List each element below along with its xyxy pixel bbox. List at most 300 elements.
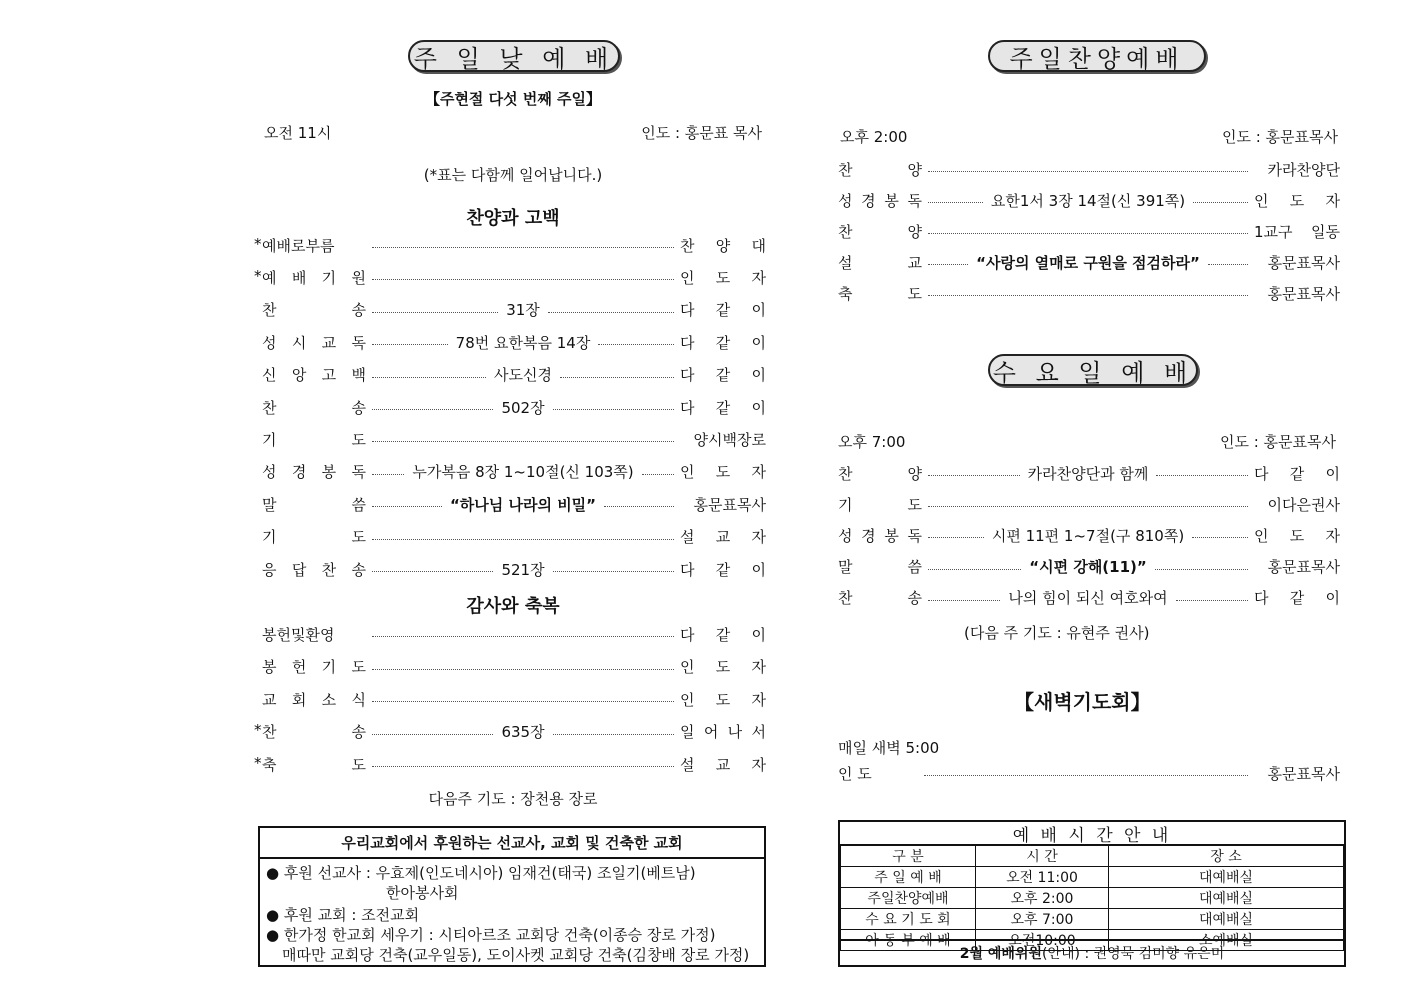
label-char: 양 (907, 464, 922, 483)
program-item-label (262, 429, 366, 450)
program-row (254, 721, 766, 743)
leader-dots (372, 473, 404, 475)
label-char: 도 (907, 495, 922, 514)
program-item-label (838, 587, 922, 608)
leader-dots (372, 668, 674, 670)
standing-star: * (254, 753, 262, 772)
program-item-label (262, 656, 366, 677)
label-char: 원 (351, 268, 366, 287)
label-char: 경 (291, 463, 307, 482)
performer-char: 자 (1325, 191, 1340, 210)
program-item-detail: 시편 11편 1~7절(구 810쪽) (991, 526, 1185, 545)
leader-dots (372, 570, 493, 572)
program-item-label (262, 559, 366, 580)
label-char: 찬 (838, 222, 853, 241)
performer-char: 자 (751, 268, 766, 287)
program-row (262, 623, 766, 645)
leader-dots (1156, 474, 1248, 476)
label-char: 봉 (262, 658, 277, 677)
dawn-performer: 홍문표목사 (1267, 764, 1340, 783)
dawn-label (838, 763, 918, 784)
program-row (262, 688, 766, 710)
mission-line-churches: ● 후원 교회 : 조전교회 (266, 906, 420, 924)
performer-char: 자 (1325, 526, 1341, 545)
program-item-label (838, 525, 922, 546)
performer-char: 자 (751, 755, 766, 774)
leader-dots (548, 311, 674, 313)
program-row (838, 587, 1340, 609)
program-item-performer: 카라찬양단 (1267, 160, 1340, 179)
program-row (838, 189, 1340, 211)
performer-char: 인 (680, 690, 695, 709)
schedule-cell: 소예배실 (1109, 930, 1344, 951)
program-item-detail: 사도신경 (494, 366, 552, 385)
performer-char: 도 (715, 268, 731, 287)
program-row (262, 461, 766, 483)
program-row (838, 158, 1340, 180)
standing-note: (*표는 다함께 일어납니다.) (423, 166, 603, 184)
performer-char: 이 (751, 301, 767, 320)
leader-dots (553, 733, 674, 735)
next-week-prayer: 다음주 기도 : 장천용 장로 (428, 790, 598, 808)
label-char: 헌 (291, 658, 307, 677)
program-item-detail: 635장 (501, 723, 545, 742)
schedule-cell: 주 일 예 배 (841, 867, 976, 888)
leader-dots (553, 408, 674, 410)
label-char: 씀 (351, 495, 366, 514)
program-item-detail: 누가복음 8장 1~10절(신 103쪽) (412, 463, 634, 482)
label-char: 성 (838, 526, 853, 545)
leader-dots (928, 568, 1021, 570)
leader-dots (1193, 201, 1248, 203)
schedule-cell: 오후 7:00 (976, 909, 1109, 930)
worship-committee (840, 939, 1344, 965)
program-item-performer (680, 624, 766, 645)
program-item-label (838, 494, 922, 515)
program-item-label (262, 689, 366, 710)
performer-char: 같 (1289, 464, 1305, 483)
label-char: 설 (838, 253, 853, 272)
label-char: 백 (351, 366, 366, 385)
program-item-performer (680, 721, 766, 742)
performer-char: 이 (751, 560, 766, 579)
leader-dots (1176, 599, 1248, 601)
program-item-performer (680, 364, 766, 385)
label-char: 찬 (262, 723, 277, 742)
program-item-performer: 홍문표목사 (1267, 558, 1341, 577)
performer-char: 도 (715, 658, 731, 677)
program-row (838, 462, 1340, 484)
dawn-prayer-time: 매일 새벽 5:00 (838, 739, 940, 757)
schedule-cell: 대예배실 (1109, 909, 1344, 930)
leader-dots (372, 700, 674, 702)
performer-char: 다 (1254, 464, 1269, 483)
program-item-label (262, 299, 366, 320)
program-item-detail: 521장 (501, 560, 545, 579)
leader-dots (372, 765, 674, 767)
label-char: 축 (838, 284, 853, 303)
performer-char: 일 (680, 723, 695, 742)
leader-dots (372, 376, 486, 378)
program-item-performer (1254, 525, 1340, 546)
label-char: 봉헌및환영 (262, 625, 335, 644)
label-char: 찬 (321, 560, 337, 579)
leader-dots (372, 538, 674, 540)
leader-dots (928, 201, 983, 203)
program-item-label (838, 252, 922, 273)
performer-char: 도 (1289, 526, 1305, 545)
program-item-label (838, 190, 922, 211)
leader-dots (372, 343, 448, 345)
program-item-label (254, 266, 366, 288)
program-item-detail: 502장 (501, 398, 545, 417)
program-item-detail: “시편 강해(11)” (1029, 558, 1147, 577)
leader-dots (928, 170, 1248, 172)
label-char: 성 (262, 333, 277, 352)
leader-dots (553, 570, 674, 572)
label-char: 독 (907, 526, 922, 545)
program-item-label (838, 463, 922, 484)
label-char: 양 (907, 160, 922, 179)
program-row (838, 282, 1340, 304)
label-char: 송 (351, 560, 366, 579)
label-char: 말 (262, 495, 277, 514)
performer-char: 교 (715, 755, 731, 774)
wednesday-next-prayer: (다음 주 기도 : 유현주 권사) (964, 624, 1150, 642)
program-row (838, 493, 1340, 515)
mission-header: 우리교회에서 후원하는 선교사, 교회 및 건축한 교회 (260, 828, 764, 859)
program-row (262, 656, 766, 678)
label-char: 기 (321, 268, 337, 287)
label-char: 신 (262, 366, 277, 385)
label-char: 소 (321, 690, 337, 709)
program-row (262, 396, 766, 418)
schedule-cell: 주일찬양예배 (841, 888, 976, 909)
label-char: 회 (291, 690, 307, 709)
performer-char: 설 (680, 528, 695, 547)
schedule-header-cell: 구 분 (841, 846, 976, 867)
leader-dots (560, 376, 674, 378)
program-item-performer (680, 689, 766, 710)
program-item-label (254, 753, 366, 775)
performer-char: 다 (680, 333, 695, 352)
label-char: 독 (351, 333, 366, 352)
label-char: 독 (351, 463, 366, 482)
program-item-detail: “사랑의 열매로 구원을 점검하라” (976, 253, 1200, 272)
performer-char: 이 (751, 398, 766, 417)
performer-char: 자 (751, 528, 766, 547)
program-row (838, 556, 1340, 578)
leader-dots (642, 473, 674, 475)
performer-char: 같 (1289, 589, 1305, 608)
performer-char: 다 (680, 398, 695, 417)
section-praise-confession: 찬양과 고백 (466, 208, 560, 229)
leader-dots (372, 246, 674, 248)
performer-char: 도 (715, 463, 731, 482)
program-item-label (262, 494, 366, 515)
label-char: 양 (907, 222, 922, 241)
standing-star: * (254, 266, 262, 285)
committee-month: 2월 예배위원 (959, 946, 1043, 962)
leader-dots (928, 536, 984, 538)
performer-char: 이 (751, 625, 766, 644)
program-item-label (262, 461, 366, 482)
sunday-worship-title: 주 일 낮 예 배 (408, 40, 620, 72)
leader-dots (928, 505, 1248, 507)
standing-star: * (254, 234, 262, 253)
performer-char: 일동 (1311, 222, 1340, 241)
leader-dots (928, 599, 1000, 601)
program-row (262, 331, 766, 353)
performer-char: 서 (751, 723, 766, 742)
program-item-label (262, 624, 366, 645)
label-char: 찬 (838, 160, 853, 179)
label-char: 송 (351, 723, 366, 742)
program-row (254, 234, 766, 256)
leader-dots (928, 294, 1248, 296)
leader-dots (372, 505, 442, 507)
label-char: 도 (351, 430, 366, 449)
sunday-worship-leader: 인도 : 홍문표 목사 (641, 124, 762, 142)
label-char: 예배로부름 (262, 236, 335, 255)
leader-dots (598, 343, 674, 345)
mission-line-buildings-cont: 매따만 교회당 건축(교우일동), 도이사켓 교회당 건축(김창배 장로 가정) (282, 946, 750, 964)
performer-char: 어 (703, 723, 719, 742)
service-schedule-box (838, 820, 1346, 967)
performer-char: 다 (680, 625, 695, 644)
sunday-praise-worship-title: 주일찬양예배 (988, 40, 1206, 72)
program-row (262, 558, 766, 580)
label-char: 씀 (907, 558, 922, 577)
label-char: 봉 (321, 463, 337, 482)
leader-dots (372, 278, 674, 280)
leader-dots (928, 263, 968, 265)
program-item-label (262, 397, 366, 418)
program-item-detail: 78번 요한복음 14장 (455, 333, 591, 352)
label-char: 교 (907, 253, 922, 272)
label-char: 앙 (291, 366, 307, 385)
performer-char: 자 (751, 658, 766, 677)
leader-dots (372, 635, 674, 637)
schedule-cell: 오전 11:00 (976, 867, 1109, 888)
schedule-cell: 아 동 부 예 배 (841, 930, 976, 951)
label-char: 경 (861, 191, 876, 210)
schedule-cell: 수 요 기 도 회 (841, 909, 976, 930)
label-char: 독 (907, 191, 922, 210)
dawn-prayer-title: 【새벽기도회】 (1014, 690, 1151, 714)
label-char: 기 (321, 658, 337, 677)
label-char: 성 (262, 463, 277, 482)
label-char: 찬 (838, 464, 853, 483)
program-item-label (262, 364, 366, 385)
performer-char: 인 (1254, 526, 1269, 545)
leader-dots (372, 733, 493, 735)
label-char: 기 (262, 528, 277, 547)
sunday-worship-time: 오전 11시 (264, 124, 332, 142)
program-item-performer (680, 461, 766, 482)
label-char: 도 (907, 284, 922, 303)
committee-members: (안내) : 권영묵 김미향 유은미 (1042, 946, 1225, 962)
program-item-label (838, 221, 922, 242)
leader-dots (604, 505, 674, 507)
performer-char: 나 (727, 723, 743, 742)
program-row (838, 524, 1340, 546)
sunday-worship-subtitle: 【주현절 다섯 번째 주일】 (424, 90, 602, 108)
label-char: 예 (262, 268, 277, 287)
leader-dots (372, 440, 674, 442)
schedule-cell: 오후 2:00 (976, 888, 1109, 909)
label-char: 도 (351, 528, 366, 547)
program-item-performer (1254, 221, 1340, 242)
label-char: 찬 (262, 301, 277, 320)
performer-char: 도 (715, 690, 731, 709)
wednesday-worship-leader: 인도 : 홍문표목사 (1219, 433, 1336, 451)
label-char: 답 (291, 560, 307, 579)
dawn-prayer-leader-row (838, 762, 1340, 784)
mission-line-buildings: ● 한가정 한교회 세우기 : 시티아르조 교회당 건축(이종승 장로 가정) (266, 926, 716, 944)
label-char: 응 (262, 560, 277, 579)
mission-line-missionaries-cont: 한아봉사회 (386, 884, 459, 902)
leader-dots (372, 311, 498, 313)
label-char: 봉 (884, 526, 899, 545)
label-char: 교 (262, 690, 277, 709)
program-item-performer (1254, 190, 1340, 211)
praise-worship-leader: 인도 : 홍문표목사 (1221, 128, 1338, 146)
schedule-row (841, 867, 1344, 888)
schedule-row (841, 888, 1344, 909)
program-row (262, 299, 766, 321)
program-item-performer: 홍문표목사 (1267, 284, 1340, 303)
performer-char: 자 (751, 463, 766, 482)
schedule-cell: 오전10:00 (976, 930, 1109, 951)
program-item-performer (680, 526, 766, 547)
performer-char: 이 (1325, 589, 1340, 608)
program-item-detail: 카라찬양단과 함께 (1027, 464, 1149, 483)
leader-dots (1208, 263, 1248, 265)
schedule-header-cell: 장 소 (1109, 846, 1344, 867)
program-row (262, 526, 766, 548)
label-char: 찬 (262, 398, 277, 417)
label-char: 경 (861, 526, 876, 545)
performer-char: 자 (751, 690, 766, 709)
standing-star: * (254, 721, 262, 740)
program-item-label (254, 721, 366, 742)
program-item-performer (680, 299, 766, 320)
label-char: 성 (838, 191, 853, 210)
program-row (262, 493, 766, 515)
wednesday-worship-time: 오후 7:00 (838, 433, 906, 451)
program-item-performer (1254, 587, 1340, 608)
label-char: 고 (321, 366, 337, 385)
performer-char: 이 (751, 333, 766, 352)
program-item-performer: 양시백장로 (693, 430, 766, 449)
program-row (838, 251, 1340, 273)
program-row (838, 220, 1340, 242)
program-row (254, 753, 766, 775)
schedule-cell: 대예배실 (1109, 888, 1344, 909)
performer-char: 인 (680, 658, 695, 677)
program-item-performer (680, 754, 766, 775)
performer-char: 같 (715, 366, 731, 385)
program-item-performer (680, 397, 766, 418)
wednesday-worship-title: 수 요 일 예 배 (988, 354, 1198, 386)
performer-char: 다 (1254, 589, 1269, 608)
label-char: 송 (351, 398, 366, 417)
program-item-performer: 이다은권사 (1267, 495, 1340, 514)
performer-char: 같 (715, 301, 731, 320)
performer-char: 대 (751, 236, 766, 255)
performer-char: 교 (715, 528, 731, 547)
program-item-performer (680, 332, 766, 353)
program-row (262, 428, 766, 450)
leader-dots (1155, 568, 1248, 570)
performer-char: 같 (715, 560, 731, 579)
label-char: 송 (351, 301, 366, 320)
performer-char: 같 (715, 333, 731, 352)
label-char: 말 (838, 558, 853, 577)
schedule-title: 예 배 시 간 안 내 (840, 822, 1344, 845)
performer-char: 다 (680, 301, 695, 320)
label-char: 찬 (838, 589, 853, 608)
program-item-detail: “하나님 나라의 비밀” (449, 495, 597, 514)
label-char: 축 (262, 755, 277, 774)
performer-char: 인 (680, 463, 695, 482)
label-char: 봉 (884, 191, 899, 210)
schedule-row (841, 909, 1344, 930)
program-item-detail: 요한1서 3장 14절(신 391쪽) (990, 191, 1186, 210)
section-thanks-blessing: 감사와 축복 (466, 596, 560, 617)
label-char: 기 (262, 430, 277, 449)
performer-char: 다 (680, 366, 695, 385)
label-char: 시 (291, 333, 307, 352)
performer-char: 이 (1325, 464, 1341, 483)
performer-char: 같 (715, 398, 731, 417)
program-item-performer: 홍문표목사 (1267, 253, 1341, 272)
label-char: 교 (321, 333, 337, 352)
mission-support-box (258, 826, 766, 967)
program-item-performer: 홍문표목사 (693, 495, 766, 514)
schedule-header-cell: 시 간 (976, 846, 1109, 867)
schedule-cell: 대예배실 (1109, 867, 1344, 888)
leader-dots (928, 474, 1020, 476)
performer-char: 이 (751, 366, 766, 385)
label-char: 기 (838, 495, 853, 514)
label-char: 송 (907, 589, 922, 608)
praise-worship-time: 오후 2:00 (840, 128, 908, 146)
leader-dots (928, 232, 1248, 234)
schedule-table (840, 845, 1344, 951)
label-char: 식 (351, 690, 366, 709)
performer-char: 1교구 (1254, 222, 1293, 241)
program-item-label (838, 283, 922, 304)
label-char: 도 (351, 658, 366, 677)
label-char: 배 (291, 268, 307, 287)
program-item-performer (680, 656, 766, 677)
program-row (262, 364, 766, 386)
program-item-label (262, 526, 366, 547)
performer-char: 찬 (680, 236, 695, 255)
performer-char: 인 (680, 268, 695, 287)
program-item-performer (1254, 463, 1340, 484)
leader-dots (1192, 536, 1248, 538)
dawn-label-text: 인 도 (838, 764, 872, 783)
leader-dots (372, 408, 493, 410)
performer-char: 다 (680, 560, 695, 579)
leader-dots (924, 774, 1248, 776)
program-item-performer (680, 267, 766, 288)
program-item-label (254, 234, 366, 256)
performer-char: 양 (715, 236, 731, 255)
